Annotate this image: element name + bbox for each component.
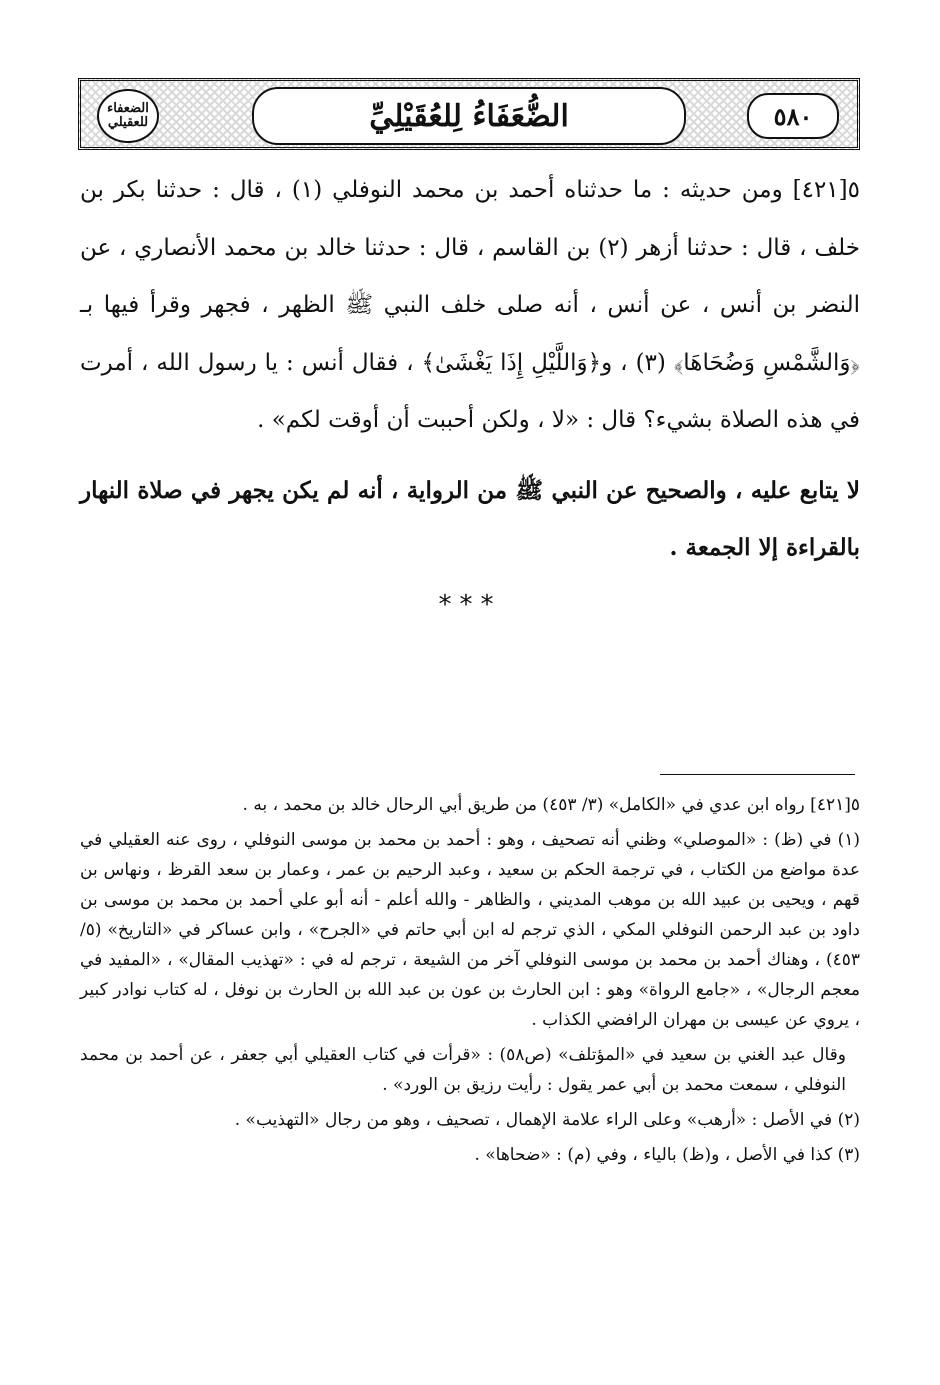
footnotes [80, 790, 860, 1175]
main-text [80, 162, 860, 577]
commentary-text: لا يتابع عليه ، والصحيح عن النبي ﷺ من الرواية ، أنه لم يكن يجهر في صلاة النهار بالقراءة إلا الجمعة . [80, 476, 860, 561]
page-number: ٥٨٠ [747, 93, 839, 139]
footnote-1: (١) في (ظ) : «الموصلي» وظني أنه تصحيف ، وهو : أحمد بن محمد بن موسى النوفلي ، روى عنه العقيلي في عدة مواضع من الكتاب ، في ترجمة الحكم بن سعيد ، وعبد الرحيم بن عمر ، وعمار بن سعد القرظ ، ونهاس بن قهم ، ويحيى بن عبيد الله بن موهب المديني ، والظاهر - والله أعلم - أنه أبو علي أحمد بن محمد بن موسى بن داود بن عبد الرحمن النوفلي المكي ، الذي ترجم له ابن أبي حاتم في «الجرح» ، وابن عساكر في «التاريخ» (٥/ ٤٥٣) ، وهناك أحمد بن محمد بن موسى النوفلي آخر من الشيعة ، ترجم له في : «تهذيب المقال» ، «المفيد في معجم الرجال» ، «جامع الرواة» وهو : ابن الحارث بن عون بن عبد الله بن الحارث بن نوفل ، له كتاب نوادر كبير ، يروي عن عيسى بن مهران الرافضي الكذاب . [80, 830, 860, 1030]
book-emblem: الضعفاء للعقيلي [97, 89, 159, 143]
footnote-3: (٣) كذا في الأصل ، و(ظ) بالياء ، وفي (م) : «ضحاها» . [474, 1145, 860, 1165]
section-divider: *** [438, 590, 502, 620]
running-header [78, 78, 860, 150]
footnote-1-continued: وقال عبد الغني بن سعيد في «المؤتلف» (ص٥٨) : «قرأت في كتاب العقيلي أبي جعفر ، عن أحمد بن محمد النوفلي ، سمعت محمد بن أبي عمر يقول : رأيت رزيق بن الورد» . [80, 1045, 847, 1095]
book-title: الضُّعَفَاءُ لِلعُقَيْلِيِّ [252, 87, 686, 145]
footnote-2: (٢) في الأصل : «أرهب» وعلى الراء علامة الإهمال ، تصحيف ، وهو من رجال «التهذيب» . [234, 1110, 860, 1130]
hadith-text: ٥[٤٢١] ومن حديثه : ما حدثناه أحمد بن محمد النوفلي (١) ، قال : حدثنا بكر بن خلف ، قال : حدثنا أزهر (٢) بن القاسم ، قال : حدثنا خالد بن محمد الأنصاري ، عن النضر بن أنس ، عن أنس ، أنه صلى خلف النبي ﷺ الظهر ، فجهر وقرأ فيها بـ ﴿وَالشَّمْسِ وَضُحَاهَا﴾ (٣) ، و﴿وَاللَّيْلِ إِذَا يَغْشَىٰ﴾ ، فقال أنس : يا رسول الله ، أمرت في هذه الصلاة بشيء؟ قال : «لا ، ولكن أحببت أن أوقت لكم» . [80, 177, 861, 433]
footnote-hadith: ٥[٤٢١] رواه ابن عدي في «الكامل» (٣/ ٤٥٣) من طريق أبي الرحال خالد بن محمد ، به . [242, 795, 860, 815]
footnote-separator [660, 774, 855, 775]
